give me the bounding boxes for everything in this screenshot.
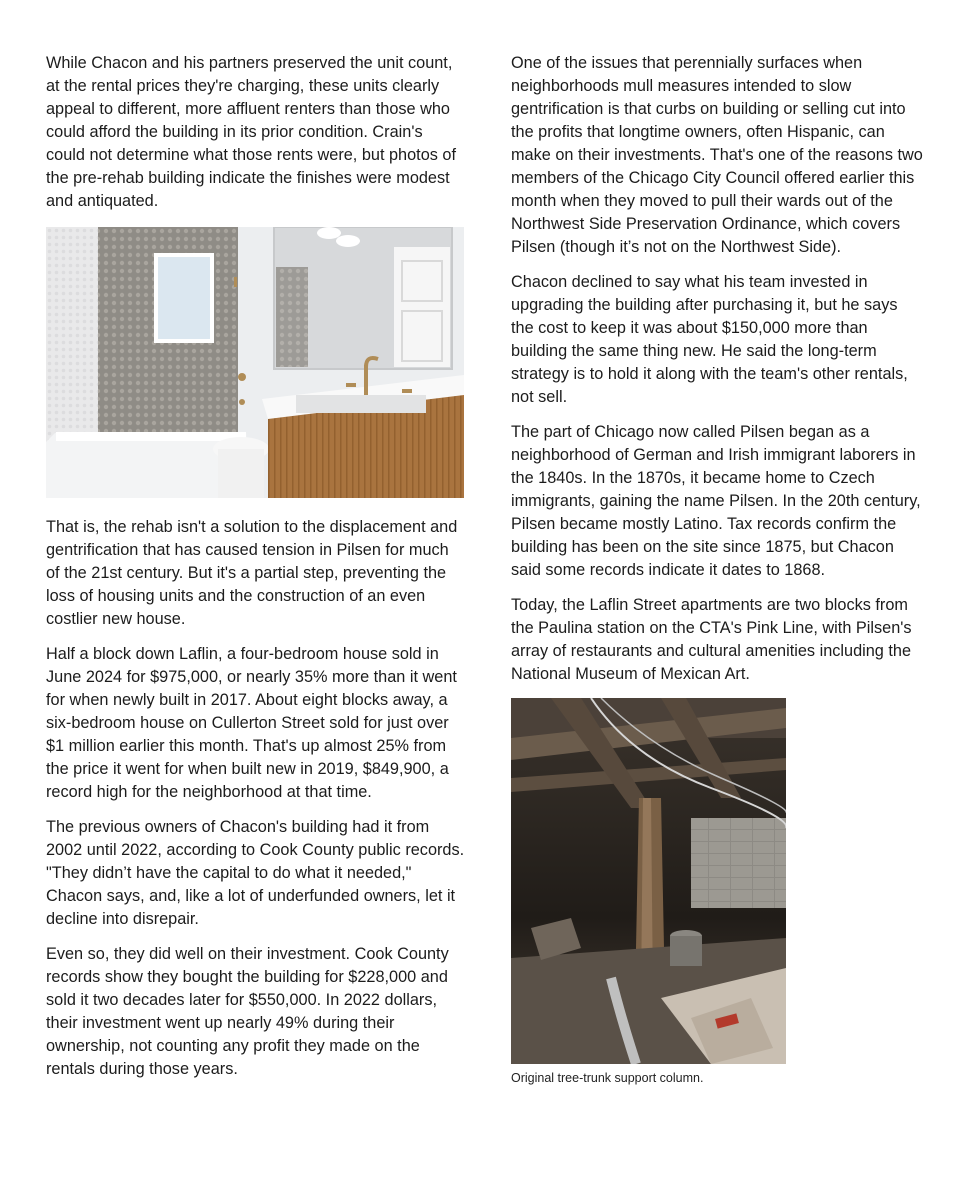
article-paragraph: The part of Chicago now called Pilsen began as a neighborhood of German and Irish immigrant laborers in the 1840s. In the 1870s, it became home to Czech immigrants, gaining the name Pilsen. In the 20th century, Pilsen became mostly Latino. Tax records confirm the building has been on the site since 1875, but Chacon said some records indicate it dates to 1868.	[511, 423, 921, 579]
left-column	[46, 52, 466, 1093]
article-paragraph: Even so, they did well on their investment. Cook County records show they bought the building for $228,000 and sold it two decades later for $550,000. In 2022 dollars, their investment went up nearly 49% during their ownership, not counting any profit they made on the rentals during those years.	[46, 945, 449, 1078]
article-paragraph: Today, the Laflin Street apartments are two blocks from the Paulina station on the CTA's Pink Line, with Pilsen's array of restaurants and cultural amenities including the National Museum of Mexican Art.	[511, 596, 912, 683]
right-column	[511, 52, 923, 1086]
article-paragraph: The previous owners of Chacon's building had it from 2002 until 2022, according to Cook County public records. "They didn’t have the capital to do what it needed," Chacon says, and, like a lot of underfunded owners, let it decline into disrepair.	[46, 818, 465, 928]
basement-support-column-photo	[511, 698, 786, 1064]
article-paragraph: That is, the rehab isn't a solution to the displacement and gentrification that has caused tension in Pilsen for much of the 21st century. But it's a partial step, preventing the loss of housing units and the construction of an even costlier new house.	[46, 518, 458, 628]
renovated-bathroom-photo	[46, 227, 464, 498]
article-paragraph: One of the issues that perennially surfaces when neighborhoods mull measures intended to slow gentrification is that curbs on building or selling cut into the profits that longtime owners, often Hispanic, can make on their investments. That's one of the reasons two members of the Chicago City Council offered earlier this month when they moved to pull their wards out of the Northwest Side Preservation Ordinance, which covers Pilsen (though it’s not on the Northwest Side).	[511, 54, 923, 256]
photo-caption: Original tree-trunk support column.	[511, 1071, 704, 1085]
article-paragraph: While Chacon and his partners preserved the unit count, at the rental prices they're charging, these units clearly appeal to different, more affluent renters than those who could afford the building in its prior condition. Crain's could not determine what those rents were, but photos of the pre-rehab building indicate the finishes were modest and antiquated.	[46, 54, 456, 210]
article-paragraph: Half a block down Laflin, a four-bedroom house sold in June 2024 for $975,000, or nearly 35% more than it went for when newly built in 2017. About eight blocks away, a six-bedroom house on Cullerton Street sold for just over $1 million earlier this month. That's up almost 25% from the price it went for when built new in 2019, $849,900, a record high for the neighborhood at that time.	[46, 645, 457, 801]
article-paragraph: Chacon declined to say what his team invested in upgrading the building after purchasing it, but he says the cost to keep it was about $150,000 more than building the same thing new. He said the long-term strategy is to hold it along with the team's other rentals, not sell.	[511, 273, 908, 406]
